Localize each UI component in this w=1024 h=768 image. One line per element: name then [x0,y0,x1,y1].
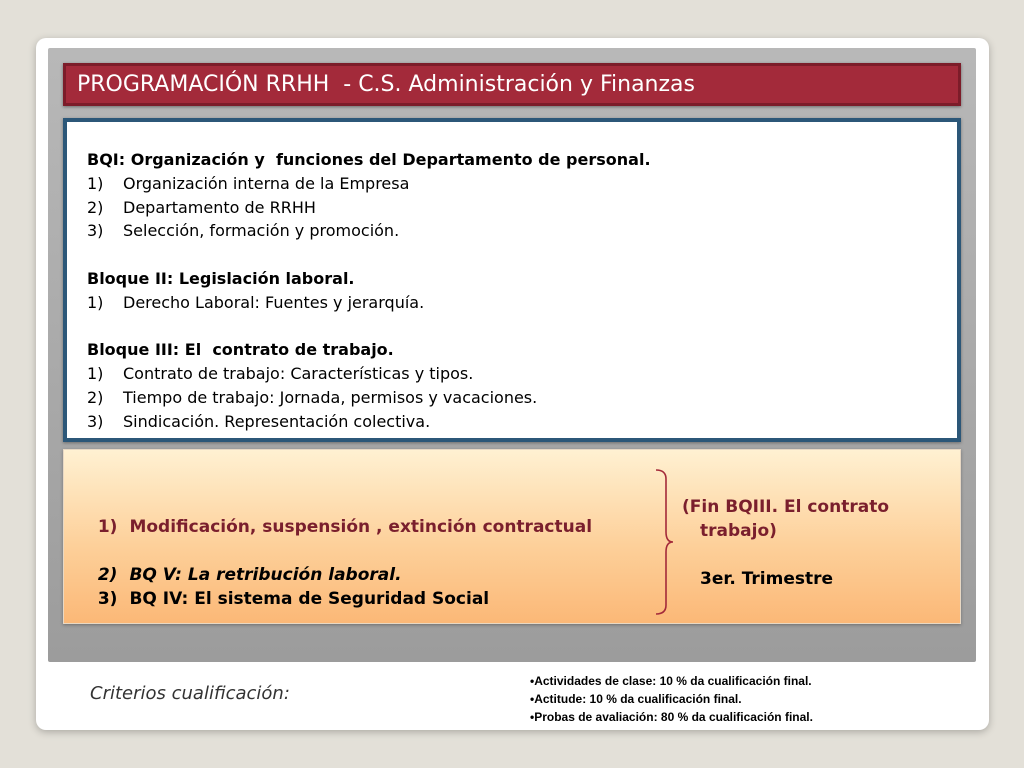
orange-item-text: BQ IV: El sistema de Seguridad Social [129,589,490,609]
orange-trimestre: 3er. Trimestre [700,569,834,589]
block-heading: Bloque III: El contrato de trabajo. [87,340,394,360]
list-number: 1) [87,173,104,193]
criterios-list [530,672,813,726]
criterio-item: •Actividades de clase: 10 % da cualificación final. [530,674,812,688]
criterio-item: •Probas de avaliación: 80 % da cualificación final. [530,710,813,724]
block-heading: Bloque II: Legislación laboral. [87,268,355,288]
list-item [87,172,957,196]
criterio-item: •Actitude: 10 % da cualificación final. [530,692,742,706]
list-text: Departamento de RRHH [123,197,316,217]
list-item [87,386,957,410]
list-number: 3) [87,411,104,431]
orange-note-line1: (Fin BQIII. El contrato [682,497,889,517]
orange-item-text: BQ V: La retribución laboral. [129,565,402,585]
list-item [87,196,957,220]
orange-item-number: 3) [97,589,118,609]
list-text: Contrato de trabajo: Características y tipos. [123,364,474,384]
right-brace-icon [654,469,674,615]
list-text: Organización interna de la Empresa [123,173,410,193]
list-number: 1) [87,364,104,384]
content-box [63,118,961,442]
slide-title: PROGRAMACIÓN RRHH - C.S. Administración y Finanzas [63,63,961,106]
list-number: 2) [87,387,104,407]
orange-item-text: Modificación, suspensión , extinción contractual [129,517,593,537]
list-text: Derecho Laboral: Fuentes y jerarquía. [123,292,425,312]
list-text: Tiempo de trabajo: Jornada, permisos y vacaciones. [123,387,538,407]
list-item [87,219,957,243]
list-item [87,410,957,434]
list-number: 3) [87,221,104,241]
list-text: Selección, formación y promoción. [123,221,400,241]
orange-item-3 [86,569,489,609]
list-number: 1) [87,292,104,312]
orange-note-line2: trabajo) [700,521,777,541]
block-heading: BQI: Organización y funciones del Departamento de personal. [87,150,651,169]
list-item [87,291,957,315]
orange-item-1 [86,497,592,537]
list-text: Sindicación. Representación colectiva. [123,411,431,431]
orange-item-number: 1) [97,517,118,537]
orange-item-number: 2) [97,565,118,585]
criterios-label: Criterios cualificación: [90,683,290,704]
list-number: 2) [87,197,104,217]
list-item [87,362,957,386]
